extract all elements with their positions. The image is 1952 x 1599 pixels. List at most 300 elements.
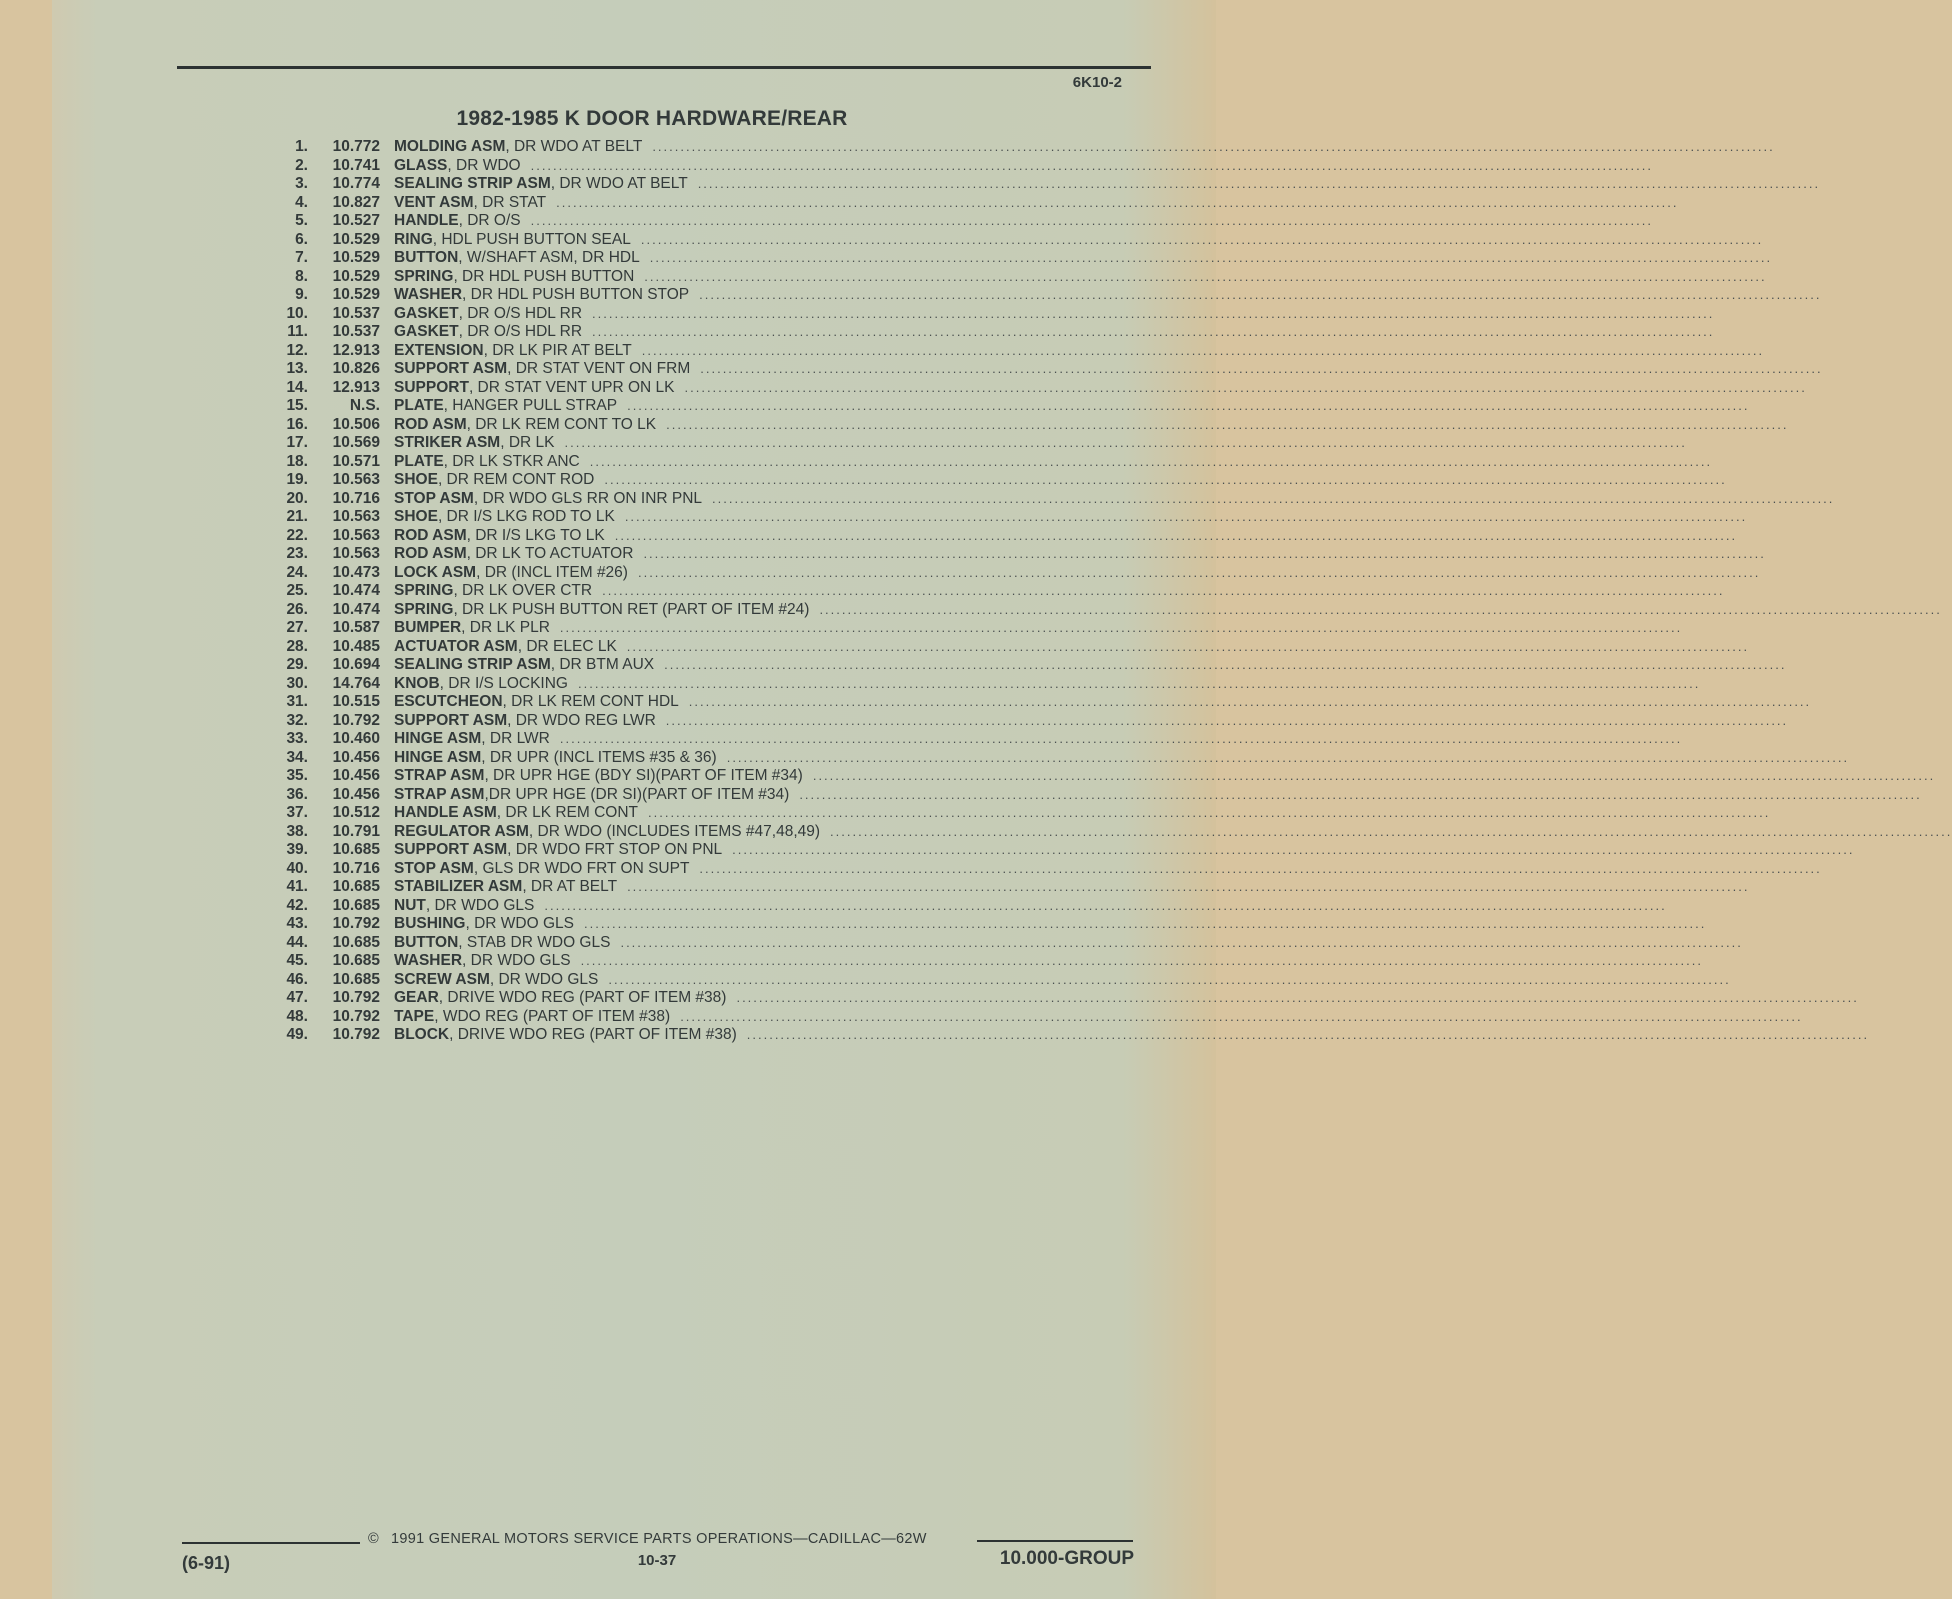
top-rule (177, 66, 1151, 69)
part-row (222, 415, 1789, 435)
part-row (222, 508, 1748, 527)
group-code: 10.792 (332, 989, 380, 1006)
leader-dots: ........................................................................................................................................................................................................ (626, 638, 1750, 654)
page-code: 6K10-2 (1072, 74, 1122, 91)
part-row (222, 933, 1743, 953)
part-name: HINGE ASM (394, 748, 482, 766)
item-number: 8. (295, 267, 308, 285)
part-name: STABILIZER ASM (394, 878, 523, 895)
leader-dots: ........................................................................................................................................................................................................ (627, 879, 1750, 894)
group-code: 10.512 (332, 804, 380, 821)
part-row (222, 323, 1715, 342)
part-row (222, 952, 1703, 971)
part-name: WASHER (394, 952, 463, 969)
part-name: GEAR (394, 989, 439, 1006)
group-code: 10.571 (332, 452, 380, 470)
item-number: 20. (286, 489, 308, 507)
item-number: 45. (286, 952, 308, 969)
group-code: N.S. (349, 397, 380, 414)
part-name: BUMPER (394, 619, 462, 636)
leader-dots: ........................................................................................................................................................................................................ (530, 157, 1653, 173)
part-description: , STAB DR WDO GLS (458, 933, 611, 951)
part-description: , DR (INCL ITEM #26) (476, 563, 628, 581)
group-code: 10.792 (332, 1007, 380, 1025)
group-code: 10.587 (332, 619, 380, 636)
part-description: , DR ELEC LK (517, 637, 617, 655)
item-number: 41. (286, 878, 308, 895)
group-code: 10.685 (332, 841, 380, 858)
part-row (222, 138, 1775, 157)
item-number: 12. (286, 341, 308, 359)
part-row (222, 193, 1679, 213)
group-code: 10.563 (332, 545, 380, 562)
part-description: ,DR UPR HGE (DR SI)(PART OF ITEM #34) (484, 785, 790, 803)
group-code: 10.563 (332, 526, 380, 544)
leader-dots: ........................................................................................................................................................................................................ (649, 250, 1773, 265)
leader-dots: ........................................................................................................................................................................................................ (732, 842, 1855, 857)
part-name: KNOB (394, 674, 440, 692)
leader-dots: ........................................................................................................................................................................................................ (830, 823, 1952, 839)
part-name: TAPE (394, 1007, 435, 1025)
part-name: ACTUATOR ASM (394, 637, 518, 655)
leader-dots: ........................................................................................................................................................................................................ (620, 934, 1743, 950)
group-code: 10.529 (332, 230, 380, 248)
group-code: 10.456 (332, 767, 380, 784)
leader-dots: ........................................................................................................................................................................................................ (688, 694, 1812, 709)
part-row (222, 896, 1667, 916)
part-description: , DR WDO AT BELT (505, 138, 643, 155)
part-description: , DR HDL PUSH BUTTON (453, 267, 635, 285)
group-code: 12.913 (332, 341, 380, 359)
group-code: 10.460 (332, 730, 380, 747)
catalog-page (52, 0, 1952, 1599)
group-code: 10.826 (332, 360, 380, 377)
item-number: 46. (286, 970, 308, 988)
leader-dots: ........................................................................................................................................................................................................ (624, 509, 1748, 524)
item-number: 7. (295, 249, 308, 266)
item-number: 31. (286, 693, 308, 710)
part-name: SPRING (394, 600, 454, 618)
part-row (222, 563, 1761, 583)
item-number: 25. (286, 582, 308, 599)
part-name: BUTTON (394, 933, 459, 951)
part-name: SUPPORT ASM (394, 711, 508, 729)
part-description: , DR UPR (INCL ITEMS #35 & 36) (481, 748, 717, 766)
part-name: REGULATOR ASM (394, 822, 529, 840)
leader-dots: ........................................................................................................................................................................................................ (608, 971, 1731, 987)
part-row (222, 693, 1812, 712)
copyright-symbol: © (368, 1531, 379, 1547)
leader-dots: ........................................................................................................................................................................................................ (699, 860, 1822, 876)
leader-dots: ........................................................................................................................................................................................................ (643, 546, 1766, 561)
item-number: 23. (286, 545, 308, 562)
part-description: , DR LK PIR AT BELT (483, 341, 632, 359)
part-row (222, 286, 1822, 305)
part-row (222, 378, 1807, 398)
part-name: LOCK ASM (394, 563, 477, 581)
item-number: 26. (286, 600, 308, 618)
group-code: 10.563 (332, 508, 380, 525)
leader-dots: ........................................................................................................................................................................................................ (684, 379, 1807, 395)
part-description: , DR LK (500, 434, 555, 451)
leader-dots: ........................................................................................................................................................................................................ (592, 305, 1715, 321)
group-code: 10.685 (332, 970, 380, 988)
item-number: 17. (286, 434, 308, 451)
item-number: 6. (295, 230, 308, 248)
leader-dots: ........................................................................................................................................................................................................ (544, 897, 1667, 913)
group-code: 10.792 (332, 1026, 380, 1043)
part-name: WASHER (394, 286, 463, 303)
item-number: 47. (286, 989, 308, 1006)
group-code: 10.685 (332, 878, 380, 895)
leader-dots: ........................................................................................................................................................................................................ (577, 675, 1701, 691)
leader-dots: ........................................................................................................................................................................................................ (726, 749, 1850, 765)
group-code: 10.569 (332, 434, 380, 451)
part-name: SUPPORT (394, 378, 469, 396)
group-code: 10.774 (332, 175, 380, 192)
part-row (222, 212, 1653, 231)
part-row (222, 1007, 1803, 1027)
part-row (222, 674, 1701, 694)
part-row (222, 989, 1859, 1008)
part-name: BLOCK (394, 1026, 450, 1043)
part-name: NUT (394, 896, 426, 914)
copyright-text: 1991 GENERAL MOTORS SERVICE PARTS OPERATIONS—CADILLAC—62W (390, 1531, 927, 1547)
leader-dots: ........................................................................................................................................................................................................ (604, 472, 1727, 487)
leader-dots: ........................................................................................................................................................................................................ (812, 768, 1936, 783)
group-code: 10.537 (332, 323, 380, 340)
leader-dots: ........................................................................................................................................................................................................ (697, 176, 1821, 191)
part-name: GASKET (394, 304, 459, 322)
item-number: 30. (286, 674, 308, 692)
part-description: , DR LK TO ACTUATOR (466, 545, 634, 562)
group-code: 10.694 (332, 656, 380, 673)
part-name: PLATE (394, 397, 444, 414)
part-name: SHOE (394, 508, 438, 525)
item-number: 34. (286, 748, 308, 766)
group-code: 10.473 (332, 563, 380, 581)
leader-dots: ........................................................................................................................................................................................................ (530, 213, 1653, 228)
part-row (222, 748, 1850, 768)
group-code: 10.741 (332, 156, 380, 174)
footer-rule-right (977, 1540, 1133, 1542)
part-name: SPRING (394, 267, 454, 285)
group-code: 10.685 (332, 933, 380, 951)
page-number: 10-37 (637, 1552, 677, 1569)
group-code: 10.716 (332, 859, 380, 877)
part-name: ROD ASM (394, 526, 467, 544)
leader-dots: ........................................................................................................................................................................................................ (665, 712, 1789, 728)
part-name: RING (394, 230, 433, 248)
part-description: , DR LK OVER CTR (453, 582, 593, 599)
part-description: , DR AT BELT (522, 878, 618, 895)
part-name: VENT ASM (394, 193, 474, 211)
part-name: GLASS (394, 156, 448, 174)
part-name: PLATE (394, 452, 444, 470)
part-description: , DRIVE WDO REG (PART OF ITEM #38) (449, 1026, 737, 1043)
part-description: , DR LK REM CONT HDL (502, 693, 679, 710)
part-name: STRAP ASM (394, 785, 485, 803)
page-title: 1982-1985 K DOOR HARDWARE/REAR (456, 107, 848, 130)
part-description: , DR WDO AT BELT (550, 175, 688, 192)
leader-dots: ........................................................................................................................................................................................................ (699, 287, 1822, 302)
part-description: , DR I/S LOCKING (439, 674, 568, 692)
item-number: 3. (295, 175, 308, 192)
part-description: , DR WDO GLS (462, 952, 571, 969)
group-code: 12.913 (332, 378, 380, 396)
leader-dots: ........................................................................................................................................................................................................ (592, 324, 1715, 339)
part-description: , DR BTM AUX (550, 656, 655, 673)
part-row (222, 730, 1683, 749)
part-name: SHOE (394, 471, 438, 488)
part-row (222, 637, 1750, 657)
item-number: 5. (295, 212, 308, 229)
item-number: 49. (286, 1026, 308, 1043)
group-code: 10.685 (332, 896, 380, 914)
part-description: , DR LK STKR ANC (443, 452, 580, 470)
part-description: , DRIVE WDO REG (PART OF ITEM #38) (438, 989, 727, 1006)
part-row (222, 822, 1952, 842)
leader-dots: ........................................................................................................................................................................................................ (559, 731, 1683, 746)
part-row (222, 452, 1713, 472)
item-number: 38. (286, 822, 308, 840)
leader-dots: ........................................................................................................................................................................................................ (564, 435, 1687, 450)
revision-date: (6-91) (182, 1553, 231, 1573)
group-code: 10.474 (332, 582, 380, 599)
part-description: , DR REM CONT ROD (437, 471, 595, 488)
part-name: STRAP ASM (394, 767, 485, 784)
part-row (222, 489, 1835, 509)
part-row (222, 175, 1821, 194)
item-number: 27. (286, 619, 308, 636)
item-number: 43. (286, 915, 308, 932)
group-code: 10.527 (332, 212, 380, 229)
part-row (222, 1026, 1870, 1045)
group-code: 10.792 (332, 711, 380, 729)
part-name: ROD ASM (394, 545, 467, 562)
group-code: 10.827 (332, 193, 380, 211)
part-row (222, 360, 1823, 379)
part-name: SUPPORT ASM (394, 360, 508, 377)
part-description: , DR WDO GLS (465, 915, 574, 932)
leader-dots: ........................................................................................................................................................................................................ (580, 953, 1703, 968)
group-code: 10.792 (332, 915, 380, 932)
part-description: , DR STAT (473, 193, 547, 211)
part-row (222, 915, 1707, 934)
leader-dots: ........................................................................................................................................................................................................ (644, 268, 1767, 284)
item-number: 4. (295, 193, 308, 211)
item-number: 13. (286, 360, 308, 377)
leader-dots: ........................................................................................................................................................................................................ (652, 139, 1775, 154)
part-description: , HANGER PULL STRAP (443, 397, 618, 414)
item-number: 35. (286, 767, 308, 784)
part-description: , DR O/S HDL RR (458, 304, 583, 322)
leader-dots: ........................................................................................................................................................................................................ (637, 564, 1761, 580)
item-number: 1. (295, 138, 308, 155)
leader-dots: ........................................................................................................................................................................................................ (614, 527, 1738, 543)
leader-dots: ........................................................................................................................................................................................................ (627, 398, 1750, 413)
leader-dots: ........................................................................................................................................................................................................ (712, 490, 1835, 506)
item-number: 42. (286, 896, 308, 914)
item-number: 22. (286, 526, 308, 544)
part-description: , DR WDO (447, 156, 521, 174)
part-description: , DR LWR (481, 730, 550, 747)
part-row (222, 711, 1789, 731)
part-row (222, 545, 1766, 564)
part-row (222, 249, 1773, 268)
group-code: 10.515 (332, 693, 380, 710)
group-code: 10.529 (332, 267, 380, 285)
part-description: , DR WDO (INCLUDES ITEMS #47,48,49) (528, 822, 821, 840)
part-description: , DR LK REM CONT TO LK (466, 415, 657, 433)
part-row (222, 656, 1787, 675)
leader-dots: ........................................................................................................................................................................................................ (556, 194, 1679, 210)
part-name: SEALING STRIP ASM (394, 656, 551, 673)
group-label: 10.000-GROUP (999, 1548, 1134, 1569)
part-description: , DR WDO REG LWR (507, 711, 656, 729)
copyright-line (368, 1531, 968, 1547)
item-number: 28. (286, 637, 308, 655)
part-name: STOP ASM (394, 489, 474, 507)
part-row (222, 878, 1750, 897)
leader-dots: ........................................................................................................................................................................................................ (559, 620, 1683, 635)
part-row (222, 582, 1725, 601)
part-name: STOP ASM (394, 859, 474, 877)
leader-dots: ........................................................................................................................................................................................................ (666, 416, 1789, 432)
part-row (222, 767, 1936, 786)
part-row (222, 804, 1771, 823)
part-name: HINGE ASM (394, 730, 482, 747)
item-number: 40. (286, 859, 308, 877)
part-description: , W/SHAFT ASM, DR HDL (458, 249, 640, 266)
part-row (222, 970, 1731, 990)
leader-dots: ........................................................................................................................................................................................................ (700, 361, 1823, 376)
part-row (222, 526, 1738, 546)
item-number: 2. (295, 156, 308, 174)
leader-dots: ........................................................................................................................................................................................................ (819, 601, 1942, 617)
part-row (222, 230, 1764, 250)
leader-dots: ........................................................................................................................................................................................................ (589, 453, 1713, 469)
item-number: 21. (286, 508, 308, 525)
item-number: 9. (295, 286, 308, 303)
item-number: 44. (286, 933, 308, 951)
part-row (222, 785, 1922, 805)
part-row (222, 600, 1942, 620)
part-row (222, 841, 1855, 860)
item-number: 29. (286, 656, 308, 673)
part-description: , DR LK PLR (461, 619, 550, 636)
item-number: 19. (286, 471, 308, 488)
part-description: , GLS DR WDO FRT ON SUPT (473, 859, 690, 877)
item-number: 18. (286, 452, 308, 470)
leader-dots: ........................................................................................................................................................................................................ (746, 1027, 1870, 1042)
item-number: 32. (286, 711, 308, 729)
part-name: BUSHING (394, 915, 466, 932)
part-row (222, 397, 1750, 416)
part-name: ROD ASM (394, 415, 467, 433)
part-description: , DR STAT VENT UPR ON LK (468, 378, 675, 396)
footer-rule-left (182, 1542, 360, 1544)
part-name: STRIKER ASM (394, 434, 501, 451)
part-description: , DR O/S HDL RR (458, 323, 583, 340)
part-name: HANDLE (394, 212, 459, 229)
item-number: 15. (286, 397, 308, 414)
part-description: , DR UPR HGE (BDY SI)(PART OF ITEM #34) (484, 767, 803, 784)
part-description: , DR WDO GLS (489, 970, 599, 988)
part-name: HANDLE ASM (394, 804, 497, 821)
part-name: SUPPORT ASM (394, 841, 508, 858)
item-number: 10. (286, 304, 308, 322)
part-description: , DR I/S LKG TO LK (466, 526, 605, 544)
item-number: 37. (286, 804, 308, 821)
leader-dots: ........................................................................................................................................................................................................ (799, 786, 1922, 802)
part-description: , DR O/S (458, 212, 521, 229)
item-number: 33. (286, 730, 308, 747)
item-number: 24. (286, 563, 308, 581)
leader-dots: ........................................................................................................................................................................................................ (648, 805, 1771, 820)
part-row (222, 471, 1727, 490)
group-code: 10.563 (332, 471, 380, 488)
part-name: GASKET (394, 323, 459, 340)
part-description: , DR I/S LKG ROD TO LK (437, 508, 615, 525)
part-row (222, 156, 1653, 176)
part-row (222, 434, 1687, 453)
group-code: 10.529 (332, 249, 380, 266)
part-description: , DR STAT VENT ON FRM (507, 360, 691, 377)
part-name: BUTTON (394, 249, 459, 266)
group-code: 10.685 (332, 952, 380, 969)
part-name: MOLDING ASM (394, 138, 506, 155)
leader-dots: ........................................................................................................................................................................................................ (736, 990, 1859, 1005)
part-row (222, 859, 1822, 879)
leader-dots: ........................................................................................................................................................................................................ (680, 1008, 1803, 1024)
part-description: , WDO REG (PART OF ITEM #38) (434, 1007, 671, 1025)
part-row (222, 267, 1767, 287)
part-name: EXTENSION (394, 341, 484, 359)
parts-list (222, 138, 1952, 1045)
part-name: SEALING STRIP ASM (394, 175, 551, 192)
group-code: 10.456 (332, 785, 380, 803)
group-code: 14.764 (332, 674, 380, 692)
group-code: 10.537 (332, 304, 380, 322)
group-code: 10.791 (332, 822, 380, 840)
part-name: SCREW ASM (394, 970, 490, 988)
item-number: 14. (286, 378, 308, 396)
leader-dots: ........................................................................................................................................................................................................ (640, 231, 1764, 247)
group-code: 10.485 (332, 637, 380, 655)
leader-dots: ........................................................................................................................................................................................................ (641, 342, 1765, 358)
group-code: 10.506 (332, 415, 380, 433)
item-number: 36. (286, 785, 308, 803)
leader-dots: ........................................................................................................................................................................................................ (584, 916, 1707, 931)
part-description: , DR LK REM CONT (496, 804, 638, 821)
part-description: , DR WDO GLS RR ON INR PNL (473, 489, 703, 507)
group-code: 10.772 (332, 138, 380, 155)
part-row (222, 619, 1683, 638)
group-code: 10.716 (332, 489, 380, 507)
leader-dots: ........................................................................................................................................................................................................ (602, 583, 1725, 598)
item-number: 48. (286, 1007, 308, 1025)
item-number: 16. (286, 415, 308, 433)
part-row (222, 341, 1765, 361)
item-number: 39. (286, 841, 308, 858)
part-name: ESCUTCHEON (394, 693, 503, 710)
group-code: 10.474 (332, 600, 380, 618)
leader-dots: ........................................................................................................................................................................................................ (664, 657, 1787, 672)
group-code: 10.529 (332, 286, 380, 303)
part-description: , DR WDO FRT STOP ON PNL (507, 841, 723, 858)
part-description: , DR WDO GLS (425, 896, 535, 914)
